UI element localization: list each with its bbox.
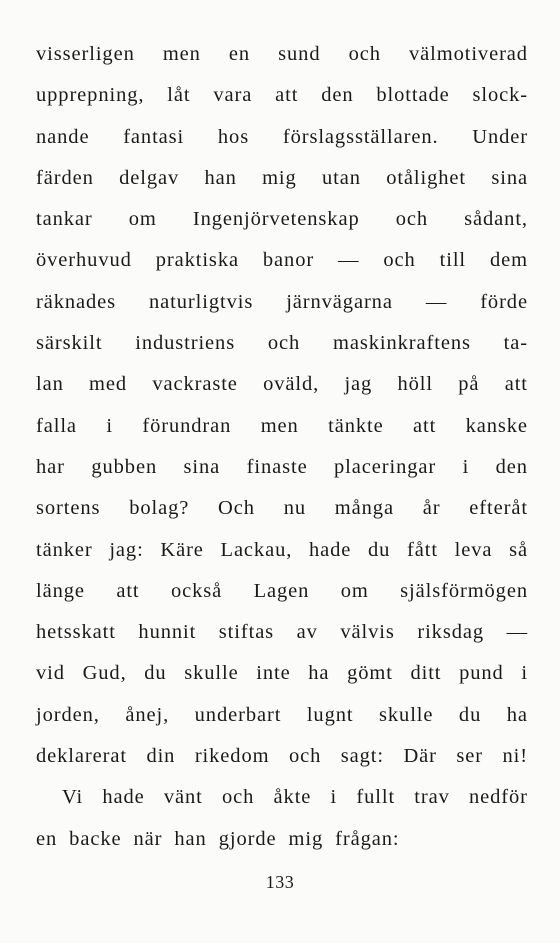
text-line bbox=[36, 695, 528, 736]
word: och bbox=[288, 745, 322, 768]
word: deklarerat bbox=[36, 745, 127, 768]
word: nedför bbox=[469, 786, 528, 809]
word: att bbox=[275, 84, 299, 107]
word: hunnit bbox=[138, 621, 197, 644]
word: riksdag bbox=[417, 621, 484, 644]
word: färden bbox=[36, 166, 94, 189]
word: jag: bbox=[109, 538, 144, 561]
word: tankar bbox=[36, 208, 93, 231]
word: sund bbox=[278, 43, 321, 65]
word: skulle bbox=[184, 662, 239, 685]
word: vara bbox=[213, 84, 253, 107]
word: Gud, bbox=[82, 662, 127, 685]
word: placeringar bbox=[334, 455, 437, 478]
word: vid bbox=[36, 662, 65, 685]
word: han bbox=[204, 166, 237, 189]
word: tänker bbox=[36, 538, 93, 561]
word: så bbox=[509, 538, 528, 561]
word: i bbox=[462, 455, 470, 478]
word: finaste bbox=[246, 455, 308, 478]
word: om bbox=[340, 579, 369, 602]
word: banor bbox=[262, 249, 315, 272]
word: överhuvud bbox=[36, 249, 132, 272]
word: inte bbox=[256, 662, 291, 685]
word: och bbox=[395, 208, 429, 231]
word: Käre bbox=[160, 538, 204, 561]
word: skulle bbox=[379, 703, 434, 726]
word: en bbox=[228, 43, 251, 65]
word: bolag? bbox=[129, 497, 190, 520]
word: att bbox=[504, 373, 528, 396]
word: förundran bbox=[142, 414, 232, 437]
word: du bbox=[367, 538, 391, 561]
word: i bbox=[106, 414, 113, 437]
word: hetsskatt bbox=[36, 621, 116, 644]
word: många bbox=[334, 497, 394, 520]
text-line bbox=[36, 406, 528, 447]
word: rikedom bbox=[194, 745, 270, 768]
word: ha bbox=[308, 662, 330, 685]
word: åkte bbox=[273, 786, 312, 809]
word: blottade bbox=[376, 84, 450, 107]
word: slock- bbox=[472, 84, 528, 107]
word: fantasi bbox=[123, 125, 185, 148]
word: men bbox=[260, 414, 299, 437]
word: förde bbox=[480, 290, 528, 313]
word: välmotiverad bbox=[408, 43, 528, 65]
word: av bbox=[296, 621, 318, 644]
word: maskinkraftens bbox=[333, 332, 471, 355]
word: särskilt bbox=[36, 332, 103, 355]
word: ditt bbox=[410, 662, 442, 685]
word: sina bbox=[183, 455, 221, 478]
word: tänkte bbox=[328, 414, 384, 437]
word: dem bbox=[489, 249, 528, 272]
word: — bbox=[425, 290, 448, 313]
word: jag bbox=[344, 373, 373, 396]
word: den bbox=[495, 455, 528, 478]
word: järnvägarna bbox=[286, 290, 393, 313]
text-line bbox=[36, 240, 528, 281]
word: din bbox=[146, 745, 176, 768]
text-line bbox=[36, 199, 528, 240]
word: om bbox=[128, 208, 157, 231]
word: trav bbox=[414, 786, 450, 809]
page-number: 133 bbox=[265, 872, 295, 892]
word: år bbox=[422, 497, 441, 520]
word: praktiska bbox=[155, 249, 239, 272]
word: sådant, bbox=[464, 208, 528, 231]
word: fått bbox=[407, 538, 438, 561]
word: lan bbox=[36, 373, 64, 396]
word: industriens bbox=[135, 332, 236, 355]
word: räknades bbox=[36, 290, 117, 313]
text-line bbox=[36, 323, 528, 364]
word: leva bbox=[454, 538, 493, 561]
word: visserligen bbox=[36, 43, 135, 65]
word: Under bbox=[472, 125, 528, 148]
word: underbart bbox=[194, 703, 282, 726]
word: naturligtvis bbox=[149, 290, 254, 313]
word: att bbox=[413, 414, 437, 437]
word: delgav bbox=[119, 166, 180, 189]
word: ta- bbox=[503, 332, 528, 355]
word: utan bbox=[321, 166, 361, 189]
word: och bbox=[348, 43, 381, 65]
word: på bbox=[458, 373, 480, 396]
word: Vi bbox=[62, 786, 84, 809]
word: gömt bbox=[347, 662, 393, 685]
word: efteråt bbox=[469, 497, 528, 520]
word: men bbox=[162, 43, 201, 65]
word: gubben bbox=[91, 455, 158, 478]
word: pund bbox=[459, 662, 504, 685]
word: Lagen bbox=[253, 579, 310, 602]
word: otålighet bbox=[386, 166, 467, 189]
word: ser bbox=[456, 745, 483, 768]
word: i bbox=[330, 786, 338, 809]
text-line bbox=[36, 75, 528, 116]
word: ha bbox=[506, 703, 528, 726]
word: och bbox=[267, 332, 301, 355]
word: Lackau, bbox=[220, 538, 293, 561]
text-line bbox=[36, 736, 528, 777]
word: Där bbox=[403, 745, 437, 768]
word: nande bbox=[36, 125, 90, 148]
word: förslagsställaren. bbox=[282, 125, 439, 148]
word: länge bbox=[36, 579, 85, 602]
word: välvis bbox=[340, 621, 395, 644]
word: ånej, bbox=[125, 703, 170, 726]
word: jorden, bbox=[36, 703, 100, 726]
word: i bbox=[521, 662, 528, 685]
word: hos bbox=[217, 125, 250, 148]
word: kanske bbox=[465, 414, 528, 437]
word: den bbox=[321, 84, 354, 107]
text-line bbox=[36, 364, 528, 405]
word: och bbox=[222, 786, 255, 809]
text-line bbox=[36, 447, 528, 488]
word: Ingenjörvetenskap bbox=[192, 208, 360, 231]
word: falla bbox=[36, 414, 77, 437]
word: lugnt bbox=[306, 703, 354, 726]
word: upprepning, bbox=[36, 84, 145, 107]
word: nu bbox=[283, 497, 306, 520]
word: sortens bbox=[36, 497, 101, 520]
word: du bbox=[458, 703, 482, 726]
word: hade bbox=[308, 538, 352, 561]
word: med bbox=[89, 373, 128, 396]
word: vänt bbox=[163, 786, 203, 809]
text-line bbox=[36, 34, 528, 75]
text-line: en backe när han gjorde mig frågan: bbox=[36, 827, 400, 850]
text-line bbox=[36, 488, 528, 529]
word: sagt: bbox=[340, 745, 384, 768]
word: Och bbox=[218, 497, 255, 520]
word: — bbox=[338, 249, 360, 272]
word: — bbox=[506, 621, 528, 644]
word: vackraste bbox=[152, 373, 238, 396]
text-line bbox=[36, 612, 528, 653]
text-line bbox=[36, 571, 528, 612]
word: stiftas bbox=[218, 621, 275, 644]
text-line bbox=[36, 117, 528, 158]
word: höll bbox=[397, 373, 433, 396]
word: själsförmögen bbox=[400, 579, 528, 602]
text-line bbox=[36, 282, 528, 323]
text-line bbox=[36, 777, 528, 818]
body-text bbox=[36, 34, 528, 860]
word: har bbox=[36, 455, 65, 478]
word: du bbox=[144, 662, 167, 685]
text-line bbox=[36, 653, 528, 694]
word: fullt bbox=[356, 786, 396, 809]
word: också bbox=[170, 579, 223, 602]
word: att bbox=[116, 579, 140, 602]
word: hade bbox=[102, 786, 145, 809]
word: sina bbox=[491, 166, 528, 189]
word: till bbox=[439, 249, 467, 272]
word: mig bbox=[262, 166, 297, 189]
word: låt bbox=[167, 84, 191, 107]
word: oväld, bbox=[263, 373, 320, 396]
text-line bbox=[36, 158, 528, 199]
word: och bbox=[383, 249, 416, 272]
text-line bbox=[36, 530, 528, 571]
word: ni! bbox=[502, 745, 528, 768]
